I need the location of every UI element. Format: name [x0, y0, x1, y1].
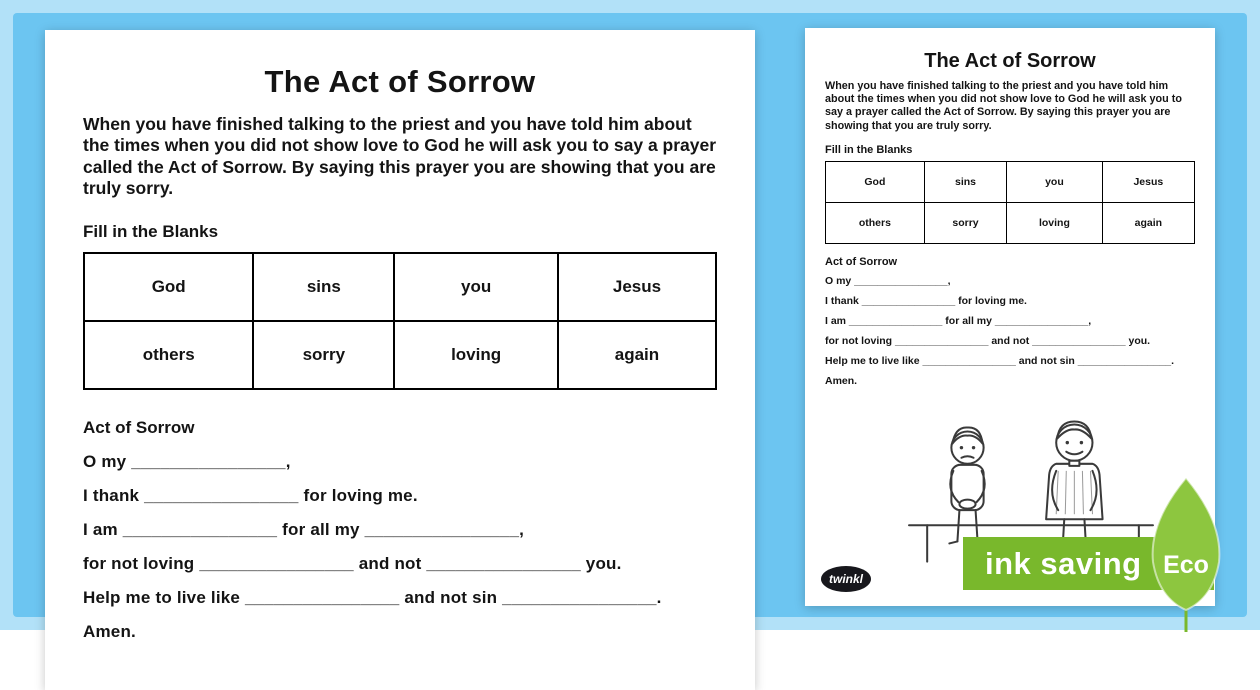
word-bank-cell: again [1102, 202, 1194, 243]
fill-in-the-blanks-heading: Fill in the Blanks [825, 144, 1195, 156]
prayer-line: I thank ________________ for loving me. [825, 295, 1195, 308]
worksheet-title: The Act of Sorrow [825, 50, 1195, 73]
prayer-line: I am ________________ for all my ________________, [825, 315, 1195, 328]
prayer-line: Help me to live like ________________ and not sin ________________. [825, 355, 1195, 368]
prayer-line: for not loving ________________ and not ________________ you. [83, 553, 717, 574]
word-bank-row [84, 321, 716, 389]
prayer-line: O my ________________, [825, 275, 1195, 288]
word-bank-row [826, 202, 1195, 243]
fill-in-the-blanks-heading: Fill in the Blanks [83, 222, 717, 242]
twinkl-logo-text: twinkl [829, 572, 863, 586]
act-of-sorrow-heading: Act of Sorrow [83, 418, 717, 438]
prayer-line: Amen. [83, 621, 717, 642]
word-bank-table [825, 161, 1195, 244]
word-bank-row [826, 161, 1195, 202]
word-bank-cell: Jesus [558, 253, 716, 321]
worksheet-intro: When you have finished talking to the priest and you have told him about the times when you did not show love to God he will ask you to say a prayer called the Act of Sorrow. By saying this prayer you are showing that you are truly sorry. [825, 80, 1195, 133]
twinkl-logo [821, 566, 871, 592]
worksheet-page-large [45, 30, 755, 690]
word-bank-cell: God [84, 253, 253, 321]
word-bank-cell: others [84, 321, 253, 389]
worksheet-title: The Act of Sorrow [83, 64, 717, 100]
word-bank-cell: you [394, 253, 558, 321]
word-bank-cell: others [826, 202, 925, 243]
word-bank-cell: again [558, 321, 716, 389]
word-bank-cell: loving [394, 321, 558, 389]
eco-label: Eco [1163, 551, 1209, 579]
word-bank-cell: Jesus [1102, 161, 1194, 202]
act-of-sorrow-heading: Act of Sorrow [825, 256, 1195, 268]
word-bank-cell: sorry [253, 321, 394, 389]
prayer-line: I am ________________ for all my ________________, [83, 519, 717, 540]
worksheet-intro: When you have finished talking to the priest and you have told him about the times when you did not show love to God he will ask you to say a prayer called the Act of Sorrow. By saying this prayer you are showing that you are truly sorry. [83, 114, 717, 199]
word-bank-cell: sins [253, 253, 394, 321]
word-bank-cell: loving [1007, 202, 1103, 243]
prayer-line: for not loving ________________ and not ________________ you. [825, 335, 1195, 348]
prayer-line: Amen. [825, 375, 1195, 388]
ink-saving-label: ink saving [985, 546, 1142, 582]
eco-leaf-icon [1147, 476, 1225, 632]
prayer-line: I thank ________________ for loving me. [83, 485, 717, 506]
word-bank-table [83, 252, 717, 390]
word-bank-cell: sorry [924, 202, 1006, 243]
word-bank-cell: sins [924, 161, 1006, 202]
word-bank-cell: you [1007, 161, 1103, 202]
prayer-line: Help me to live like ________________ and not sin ________________. [83, 587, 717, 608]
word-bank-row [84, 253, 716, 321]
prayer-line: O my ________________, [83, 451, 717, 472]
word-bank-cell: God [826, 161, 925, 202]
